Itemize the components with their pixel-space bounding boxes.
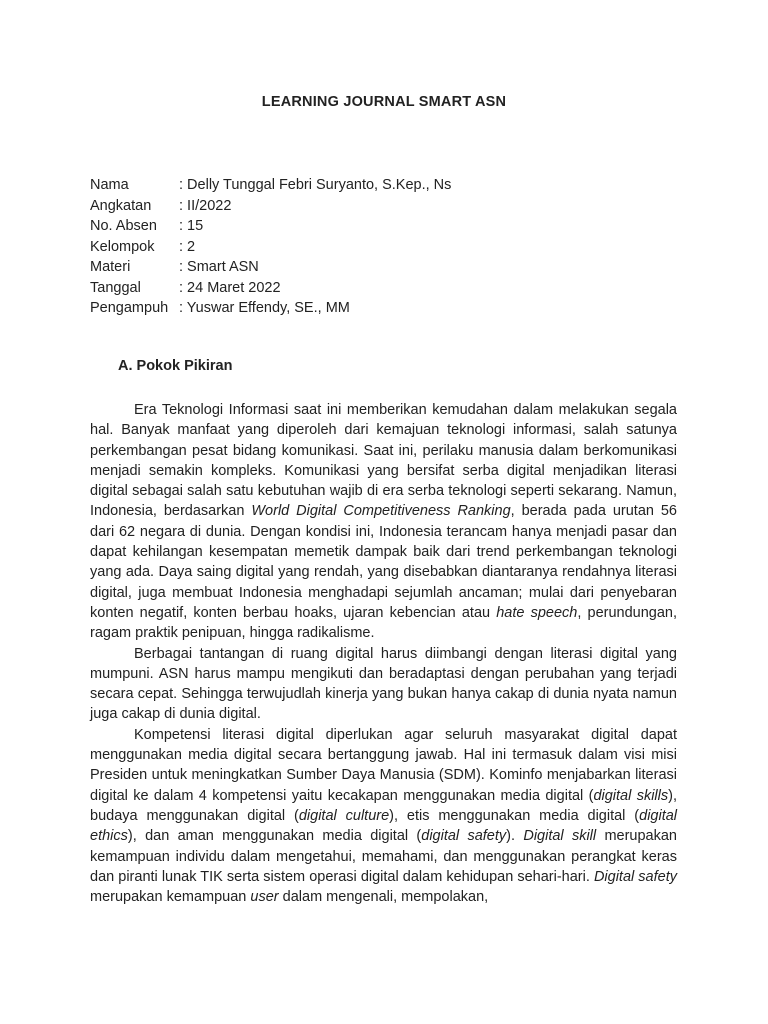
italic-term: user — [250, 889, 279, 906]
paragraph-text: ), dan aman menggunakan media digital ( — [127, 828, 422, 845]
body-text — [90, 400, 677, 907]
paragraph-text: Berbagai tantangan di ruang digital harus diimbangi dengan literasi digital yang mumpuni. ASN harus mampu mengikuti dan beradaptasi dengan perubahan yang terjadi secara cepat. Sehingga terwujudlah kinerja yang bukan hanya cakap di dunia nyata namun juga cakap di dunia digital. — [90, 645, 677, 723]
paragraph-text: ). — [506, 828, 524, 845]
paragraph-text: Era Teknologi Informasi saat ini memberikan kemudahan dalam melakukan segala hal. Banyak manfaat yang diperoleh dari kemajuan teknologi informasi, salah satunya perkembangan pesat bidang komunikasi. Saat ini, perilaku manusia dalam berkomunikasi menjadi semakin kompleks. Komunikasi yang bersifat serba digital menjadikan literasi digital sebagai salah satu kebutuhan wajib di era serba teknologi seperti sekarang. Namun, Indonesia, berdasarkan — [90, 402, 677, 520]
paragraph-text: ), etis menggunakan media digital ( — [389, 807, 640, 824]
italic-term: digital ethics — [90, 807, 678, 845]
info-value: : 15 — [179, 218, 204, 234]
info-label: Nama — [90, 177, 129, 193]
paragraph-text: , berada pada urutan 56 dari 62 negara di dunia. Dengan kondisi ini, Indonesia terancam hanya menjadi pasar dan dapat kehilangan kesempatan memetik dampak baik dari trend perkembangan teknologi yang ada. Daya saing digital yang rendah, yang disebabkan diantaranya rendahnya literasi digital, juga membuat Indonesia menghadapi sejumlah ancaman; mulai dari penyebaran konten negatif, konten berbau hoaks, ujaran kebencian atau — [90, 503, 677, 621]
info-label: No. Absen — [90, 218, 157, 234]
info-label: Pengampuh — [90, 300, 169, 316]
italic-term: Digital safety — [593, 868, 677, 885]
info-row-kelompok — [90, 237, 451, 258]
body-paragraph — [90, 725, 677, 908]
section-heading: A. Pokok Pikiran — [118, 358, 233, 374]
info-row-pengampuh — [90, 298, 451, 319]
paragraph-text: Kompetensi literasi digital diperlukan agar seluruh masyarakat digital dapat menggunakan media digital secara bertanggung jawab. Hal ini termasuk dalam visi misi Presiden untuk meningkatkan Sumber Daya Manusia (SDM). Kominfo menjabarkan literasi digital ke dalam 4 kompetensi yaitu kecakapan menggunakan media digital ( — [90, 726, 677, 804]
info-row-materi — [90, 257, 451, 278]
info-value: : II/2022 — [179, 197, 232, 214]
info-value: : 2 — [179, 238, 196, 255]
info-value: : Yuswar Effendy, SE., MM — [179, 300, 350, 316]
info-row-nama — [90, 175, 451, 196]
paragraph-text: , perundungan, ragam praktik penipuan, hingga radikalisme. — [90, 604, 678, 642]
paragraph-text: merupakan kemampuan — [90, 889, 251, 906]
info-label: Tanggal — [90, 279, 141, 296]
paragraph-text: ), budaya menggunakan digital ( — [90, 787, 677, 824]
info-value: : Smart ASN — [179, 259, 259, 275]
italic-term: hate speech — [496, 604, 578, 621]
paragraph-text: merupakan kemampuan individu dalam mengetahui, memahami, dan menggunakan perangkat keras dan piranti lunak TIK serta sistem operasi digital dalam kehidupan sehari-hari. — [90, 828, 677, 885]
info-value: : Delly Tunggal Febri Suryanto, S.Kep., Ns — [179, 177, 452, 193]
italic-term: Digital skill — [523, 828, 597, 845]
info-label: Materi — [90, 259, 131, 275]
document-title: LEARNING JOURNAL SMART ASN — [261, 94, 507, 110]
info-row-tanggal — [90, 278, 451, 299]
info-row-angkatan — [90, 196, 451, 217]
info-label: Kelompok — [90, 238, 155, 255]
info-value: : 24 Maret 2022 — [179, 279, 281, 296]
italic-term: World Digital Competitiveness Ranking — [251, 503, 511, 520]
paragraph-text: dalam mengenali, mempolakan, — [278, 889, 489, 906]
italic-term: digital culture — [298, 807, 390, 824]
body-paragraph — [90, 644, 677, 725]
info-label: Angkatan — [90, 197, 152, 214]
body-paragraph — [90, 400, 677, 644]
italic-term: digital skills — [593, 787, 669, 804]
info-row-no-absen — [90, 216, 451, 237]
italic-term: digital safety — [421, 828, 507, 845]
info-table — [90, 175, 451, 319]
